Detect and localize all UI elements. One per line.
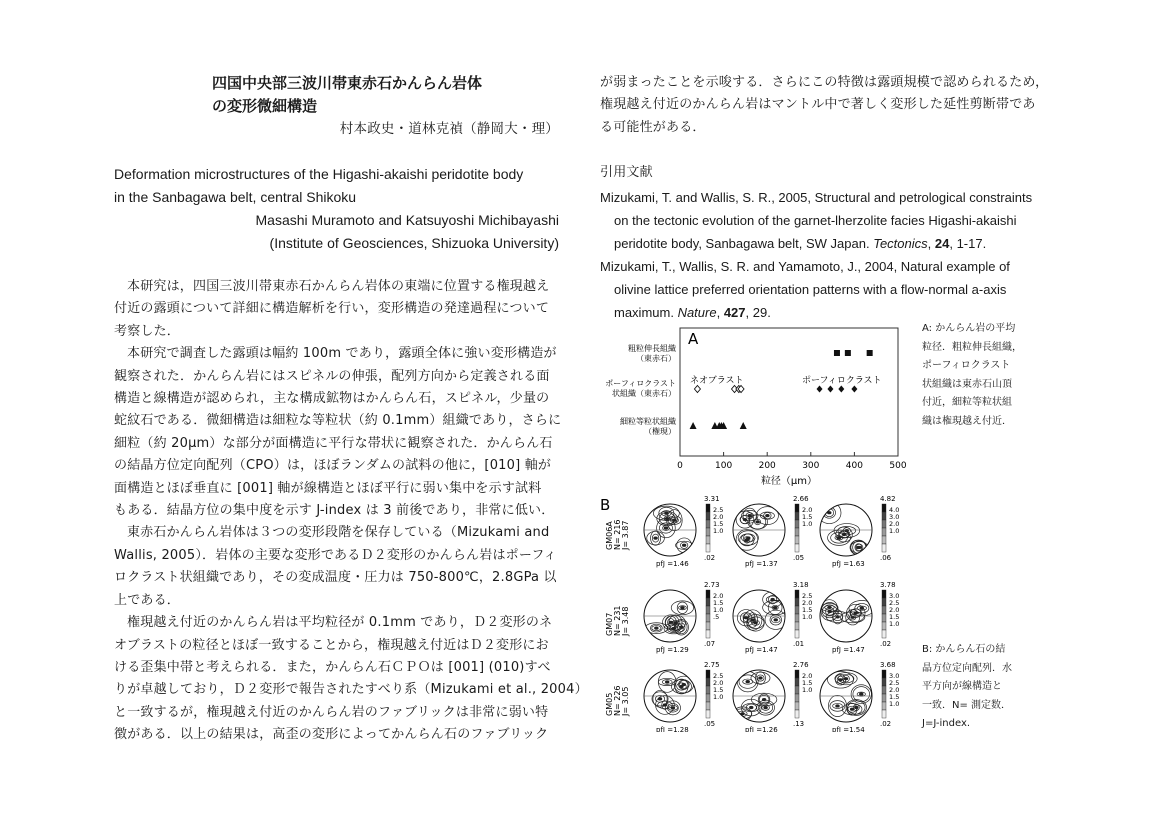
body-line: 蛇紋石である．微細構造は細粒な等粒状（約 0.1mm）組織であり，さらに (114, 413, 562, 429)
scale-contour-value: 1.5 (889, 693, 900, 701)
body-line: 上である． (114, 592, 181, 608)
contour-scale (704, 581, 723, 648)
figure-b-pole-figures (596, 492, 918, 732)
pole-figure (644, 670, 696, 722)
caption-line: 晶方位定向配列．水 (922, 662, 1012, 674)
scale-step (882, 528, 886, 536)
data-point-square (845, 350, 851, 356)
body-line: りが卓越しており，Ｄ２変形で報告されたすべり系（Mizukami et al., 2004） (114, 682, 588, 698)
sample-label: GM07 (605, 612, 614, 636)
contour-max (774, 618, 778, 621)
scale-step (882, 686, 886, 694)
scale-min: .07 (704, 640, 716, 648)
sample-label: GM06A (605, 521, 614, 550)
body-line: 細粒（約 20μm）な部分が面構造に平行な帯状に観察された．かんらん石 (114, 435, 553, 451)
contour-max (854, 706, 858, 709)
contour-max (763, 706, 767, 709)
plot-frame (680, 328, 898, 456)
x-tick-label: 300 (802, 461, 820, 471)
scale-step (882, 670, 886, 678)
body-text-left (114, 276, 588, 747)
pole-figure (644, 504, 696, 556)
scale-min: .05 (793, 554, 805, 562)
scale-step (795, 694, 799, 702)
scale-contour-value: 2.0 (713, 513, 724, 521)
body-text-right (600, 72, 1049, 139)
caption-line: 付近，細粒等粒状組 (922, 397, 1012, 408)
authors-ja: 村本政史・道林克禎（静岡大・理） (339, 121, 559, 137)
scale-min: .02 (704, 554, 716, 562)
x-tick-label: 200 (758, 461, 776, 471)
scale-contour-value: 1.0 (889, 620, 900, 628)
scale-min: .05 (704, 720, 716, 728)
scale-step (795, 702, 799, 710)
contour-scale (880, 495, 899, 562)
body-line: 東赤石かんらん岩体は３つの変形段階を保存している（Mizukami and (127, 525, 550, 541)
contour-max (680, 606, 684, 609)
contour-max (664, 526, 668, 529)
scale-step (795, 686, 799, 694)
body-line: 面構造とほぼ垂直に [001] 軸が線構造とほぼ平行に弱い集中を示す試料 (114, 480, 542, 496)
scale-contour-value: 1.0 (713, 527, 724, 535)
scale-max: 3.68 (880, 661, 896, 669)
panel-label-a: A (688, 330, 699, 348)
x-axis-label: 粒径（μm） (760, 476, 818, 487)
scale-step (882, 630, 886, 638)
panel-label-b: B (600, 496, 611, 514)
pfj-value: pfJ =1.46 (656, 560, 689, 568)
pfj-value: pfJ =1.47 (745, 646, 778, 654)
contour-scale (880, 581, 899, 648)
caption-line: 織は権現越え付近． (922, 415, 1012, 427)
data-point-triangle (690, 422, 697, 429)
body-line: 観察された．かんらん岩にはスピネルの伸張，配列方向から定義される面 (114, 368, 550, 384)
row-labels (605, 343, 676, 436)
scale-step (882, 598, 886, 606)
scale-step (706, 598, 710, 606)
scale-step (706, 670, 710, 678)
scale-max: 3.18 (793, 581, 809, 589)
scale-step (795, 544, 799, 552)
scale-contour-value: 4.0 (889, 506, 900, 514)
scale-contour-value: 1.5 (713, 686, 724, 694)
contour-max (758, 676, 762, 679)
contour-scale (880, 661, 899, 728)
scale-step (882, 544, 886, 552)
data-point-square (834, 350, 840, 356)
title-ja-line2: の変形微細構造 (212, 97, 318, 115)
authors-en: Masashi Muramoto and Katsuyoshi Michibayashi (255, 212, 559, 228)
scale-contour-value: .5 (713, 613, 720, 621)
body-line: と一致するが，権現越え付近のかんらん岩のファブリックは非常に弱い特 (114, 704, 549, 720)
sample-j: J= 3.48 (621, 606, 630, 636)
caption-line: 粒径．粗粒伸長組織， (922, 341, 1022, 353)
contour-max (838, 678, 842, 681)
scale-max: 2.76 (793, 661, 809, 669)
pfj-value: pfJ =1.26 (745, 726, 778, 732)
body-line: 考察した． (114, 323, 181, 339)
scale-contour-value: 1.0 (802, 686, 813, 694)
pole-figure (733, 670, 785, 722)
data-point-square (867, 350, 873, 356)
scale-step (795, 670, 799, 678)
scale-contour-value: 2.5 (713, 506, 724, 514)
contour-max (765, 514, 769, 517)
caption-line: 平方向が線構造と (922, 681, 1002, 692)
body-line: 権現越え付近のかんらん岩はマントル中で著しく変形した延性剪断帯であ (600, 97, 1036, 113)
scale-contour-value: 1.0 (889, 700, 900, 708)
data-point-diamond (838, 386, 844, 393)
scale-max: 3.31 (704, 495, 720, 503)
body-line: 徴がある．以上の結果は，高歪の変形によってかんらん石のファブリック (114, 727, 549, 743)
scale-contour-value: 1.0 (889, 527, 900, 535)
row-label: （権現） (644, 427, 676, 436)
contour-scale (704, 495, 723, 562)
scale-step (706, 686, 710, 694)
caption-line: B: かんらん石の結 (922, 644, 1006, 655)
neoblast-annotation: ネオブラスト (690, 376, 744, 386)
scale-step (706, 678, 710, 686)
scale-step (706, 536, 710, 544)
scale-step (795, 710, 799, 718)
scale-step (882, 710, 886, 718)
scale-min: .02 (880, 640, 892, 648)
caption-b (922, 641, 1012, 734)
body-line: ロクラスト状組織であり，その変成温度・圧力は 750-800℃，2.8GPa 以 (114, 570, 557, 586)
contour-max (749, 706, 753, 709)
scale-step (795, 512, 799, 520)
scale-contour-value: 1.5 (802, 513, 813, 521)
caption-line: ポーフィロクラスト (922, 360, 1011, 371)
scale-step (882, 504, 886, 512)
contour-max (751, 618, 755, 621)
row-label: （東赤石） (636, 354, 676, 363)
scale-step (706, 504, 710, 512)
body-line: もある．結晶方位の集中度を示す J-index は 3 前後であり，非常に低い． (114, 503, 555, 519)
pfj-value: pfJ =1.28 (656, 726, 689, 732)
scale-step (795, 528, 799, 536)
x-tick-label: 400 (845, 461, 863, 471)
sample-j: J= 3.05 (621, 686, 630, 716)
scale-contour-value: 1.0 (713, 693, 724, 701)
scale-contour-value: 3.0 (889, 513, 900, 521)
figure-a-chart (596, 322, 918, 490)
scale-step (706, 622, 710, 630)
scale-contour-value: 2.0 (889, 606, 900, 614)
scale-contour-value: 2.0 (889, 520, 900, 528)
row-label: 状組織（東赤石） (612, 389, 676, 398)
scale-step (882, 512, 886, 520)
scale-step (882, 520, 886, 528)
data-point-open-diamond (694, 386, 700, 393)
body-line: オブラストの粒径とほぼ一致することから，権現越え付近はＤ２変形にお (114, 637, 549, 653)
scale-contour-value: 1.0 (713, 606, 724, 614)
scale-step (706, 702, 710, 710)
scale-contour-value: 2.0 (713, 592, 724, 600)
scale-min: .06 (880, 554, 892, 562)
caption-line: 状組織は東赤石山頂 (922, 378, 1012, 390)
scale-step (706, 512, 710, 520)
scale-step (795, 536, 799, 544)
scale-contour-value: 2.0 (713, 679, 724, 687)
caption-a (922, 320, 1022, 431)
scale-contour-value: 2.0 (802, 506, 813, 514)
scale-contour-value: 2.0 (802, 672, 813, 680)
data-marks (690, 350, 873, 429)
scale-step (706, 630, 710, 638)
contour-max (746, 536, 750, 539)
pole-figure (818, 502, 872, 556)
sample-label: GM05 (605, 692, 614, 716)
contour-max (679, 685, 683, 688)
pole-figure (820, 670, 872, 722)
data-point-diamond (827, 386, 833, 393)
pole-figure (644, 590, 696, 642)
caption-line: A: かんらん岩の平均 (922, 323, 1016, 334)
contour-max (828, 610, 832, 613)
scale-contour-value: 1.5 (802, 679, 813, 687)
scale-step (706, 614, 710, 622)
pfj-value: pfJ =1.47 (832, 646, 865, 654)
scale-min: .01 (793, 640, 805, 648)
scale-contour-value: 3.0 (889, 592, 900, 600)
contour-max (658, 697, 662, 700)
contour-max (671, 706, 675, 709)
scale-step (795, 622, 799, 630)
scale-step (706, 710, 710, 718)
contour-max (654, 627, 658, 630)
contour-max (845, 529, 849, 532)
contour-max (743, 518, 747, 521)
scale-max: 3.78 (880, 581, 896, 589)
pfj-value: pfJ =1.37 (745, 560, 778, 568)
scale-step (795, 678, 799, 686)
scale-contour-value: 2.5 (713, 672, 724, 680)
scale-contour-value: 1.0 (802, 520, 813, 528)
scale-contour-value: 2.0 (889, 686, 900, 694)
caption-line: 一致．N= 測定数． (922, 699, 1012, 711)
contour-max (859, 693, 863, 696)
body-line: 付近の露頭について詳細に構造解析を行い，変形構造の発達過程について (114, 301, 550, 317)
row-label: 粗粒伸長組織 (628, 344, 676, 353)
scale-contour-value: 1.0 (802, 613, 813, 621)
scale-step (882, 536, 886, 544)
data-point-diamond (817, 386, 823, 393)
pfj-value: pfJ =1.63 (832, 560, 865, 568)
sample-n: N= 231 (613, 605, 622, 636)
scale-step (882, 606, 886, 614)
scale-contour-value: 1.5 (713, 520, 724, 528)
scale-step (706, 694, 710, 702)
scale-contour-value: 2.5 (802, 592, 813, 600)
affiliation-en: (Institute of Geosciences, Shizuoka University) (269, 235, 559, 251)
contour-scale (793, 581, 812, 648)
scale-step (882, 590, 886, 598)
pole-figure (820, 590, 875, 642)
scale-step (706, 590, 710, 598)
scale-max: 2.73 (704, 581, 720, 589)
body-line: が弱まったことを示唆する．さらにこの特徴は露頭規模で認められるため， (600, 75, 1049, 90)
scale-step (706, 520, 710, 528)
title-en-line2: in the Sanbagawa belt, central Shikoku (114, 189, 357, 205)
scale-contour-value: 2.0 (802, 599, 813, 607)
body-line: 構造と線構造が認められ，主な構成鉱物はかんらん石，スピネル，少量の (114, 391, 550, 407)
scale-step (795, 590, 799, 598)
references-list (600, 186, 1046, 324)
scale-step (882, 678, 886, 686)
reference-item: Mizukami, T., Wallis, S. R. and Yamamoto, J., 2004, Natural example of olivine lattice preferred orientation patterns with a flow-normal a-axis maximum. Nature, 427, 29. (600, 259, 1010, 320)
data-point-triangle (740, 422, 747, 429)
scale-contour-value: 3.0 (889, 672, 900, 680)
contour-max (755, 520, 759, 523)
scale-min: .13 (793, 720, 805, 728)
x-tick-label: 0 (677, 461, 683, 471)
contour-scale (793, 661, 812, 728)
scale-step (795, 614, 799, 622)
scale-contour-value: 2.5 (889, 599, 900, 607)
data-point-diamond (851, 386, 857, 393)
body-line: 権現越え付近のかんらん岩は平均粒径が 0.1mm であり，Ｄ２変形のネ (127, 615, 553, 631)
contour-max (860, 607, 864, 610)
body-line: Wallis, 2005）．岩体の主要な変形であるＤ２変形のかんらん岩はポーフィ (114, 547, 557, 563)
contour-max (770, 598, 774, 601)
scale-step (795, 520, 799, 528)
scale-contour-value: 1.5 (713, 599, 724, 607)
scale-contour-value: 1.5 (802, 606, 813, 614)
scale-step (882, 702, 886, 710)
scale-step (795, 630, 799, 638)
contour-max (835, 704, 839, 707)
pfj-value: pfJ =1.54 (832, 726, 865, 732)
contour-max (682, 544, 686, 547)
scale-step (795, 598, 799, 606)
scale-max: 2.75 (704, 661, 720, 669)
scale-step (706, 544, 710, 552)
scale-step (795, 606, 799, 614)
contour-max (665, 680, 669, 683)
sample-n: N= 226 (613, 685, 622, 716)
scale-step (882, 614, 886, 622)
contour-max (746, 680, 750, 683)
references-heading: 引用文献 (600, 165, 653, 180)
body-line: の結晶方位定向配列（CPO）は，ほぼランダムの試料の他に，[010] 軸が (114, 458, 552, 474)
contour-scale (704, 661, 723, 728)
reference-item: Mizukami, T. and Wallis, S. R., 2005, Structural and petrological constraints on the tectonic evolution of the garnet-lherzolite facies Higashi-akaishi peridotite body, Sanbagawa belt, SW Japan. Tectonics, 24, 1-17. (600, 190, 1033, 251)
x-tick-label: 500 (889, 461, 907, 471)
contour-max (653, 537, 657, 540)
porphyroclast-annotation: ポーフィロクラスト (802, 376, 882, 386)
body-line: ける歪集中帯と考えられる．また，かんらん石ＣＰＯは [001] (010)すべ (114, 659, 551, 675)
body-line: る可能性がある． (600, 119, 706, 135)
x-tick-label: 100 (715, 461, 733, 471)
scale-max: 2.66 (793, 495, 809, 503)
pole-figure (733, 504, 785, 556)
title-en-line1: Deformation microstructures of the Higashi-akaishi peridotite body (114, 166, 524, 182)
pole-figure (733, 590, 788, 642)
scale-step (706, 528, 710, 536)
row-label: 細粒等粒状組織 (620, 417, 676, 426)
body-line: 本研究で調査した露頭は幅約 100m であり，露頭全体に強い変形構造が (127, 346, 557, 362)
scale-step (882, 694, 886, 702)
scale-min: .02 (880, 720, 892, 728)
row-label: ポーフィロクラスト (605, 379, 676, 388)
contour-max (856, 546, 860, 549)
scale-step (882, 622, 886, 630)
body-line: 本研究は，四国三波川帯東赤石かんらん岩体の東端に位置する権現越え (127, 279, 550, 294)
scale-step (795, 504, 799, 512)
scale-max: 4.82 (880, 495, 896, 503)
scale-contour-value: 2.5 (889, 679, 900, 687)
x-ticks (677, 452, 907, 471)
contour-scale (793, 495, 812, 562)
sample-j: J= 3.87 (621, 520, 630, 550)
sample-n: N= 216 (613, 519, 622, 550)
contour-max (671, 627, 675, 630)
caption-line: J=J-index. (922, 718, 971, 729)
scale-step (706, 606, 710, 614)
scale-contour-value: 1.5 (889, 613, 900, 621)
contour-max (664, 512, 668, 515)
pfj-value: pfJ =1.29 (656, 646, 689, 654)
title-ja-line1: 四国中央部三波川帯東赤石かんらん岩体 (212, 74, 483, 92)
